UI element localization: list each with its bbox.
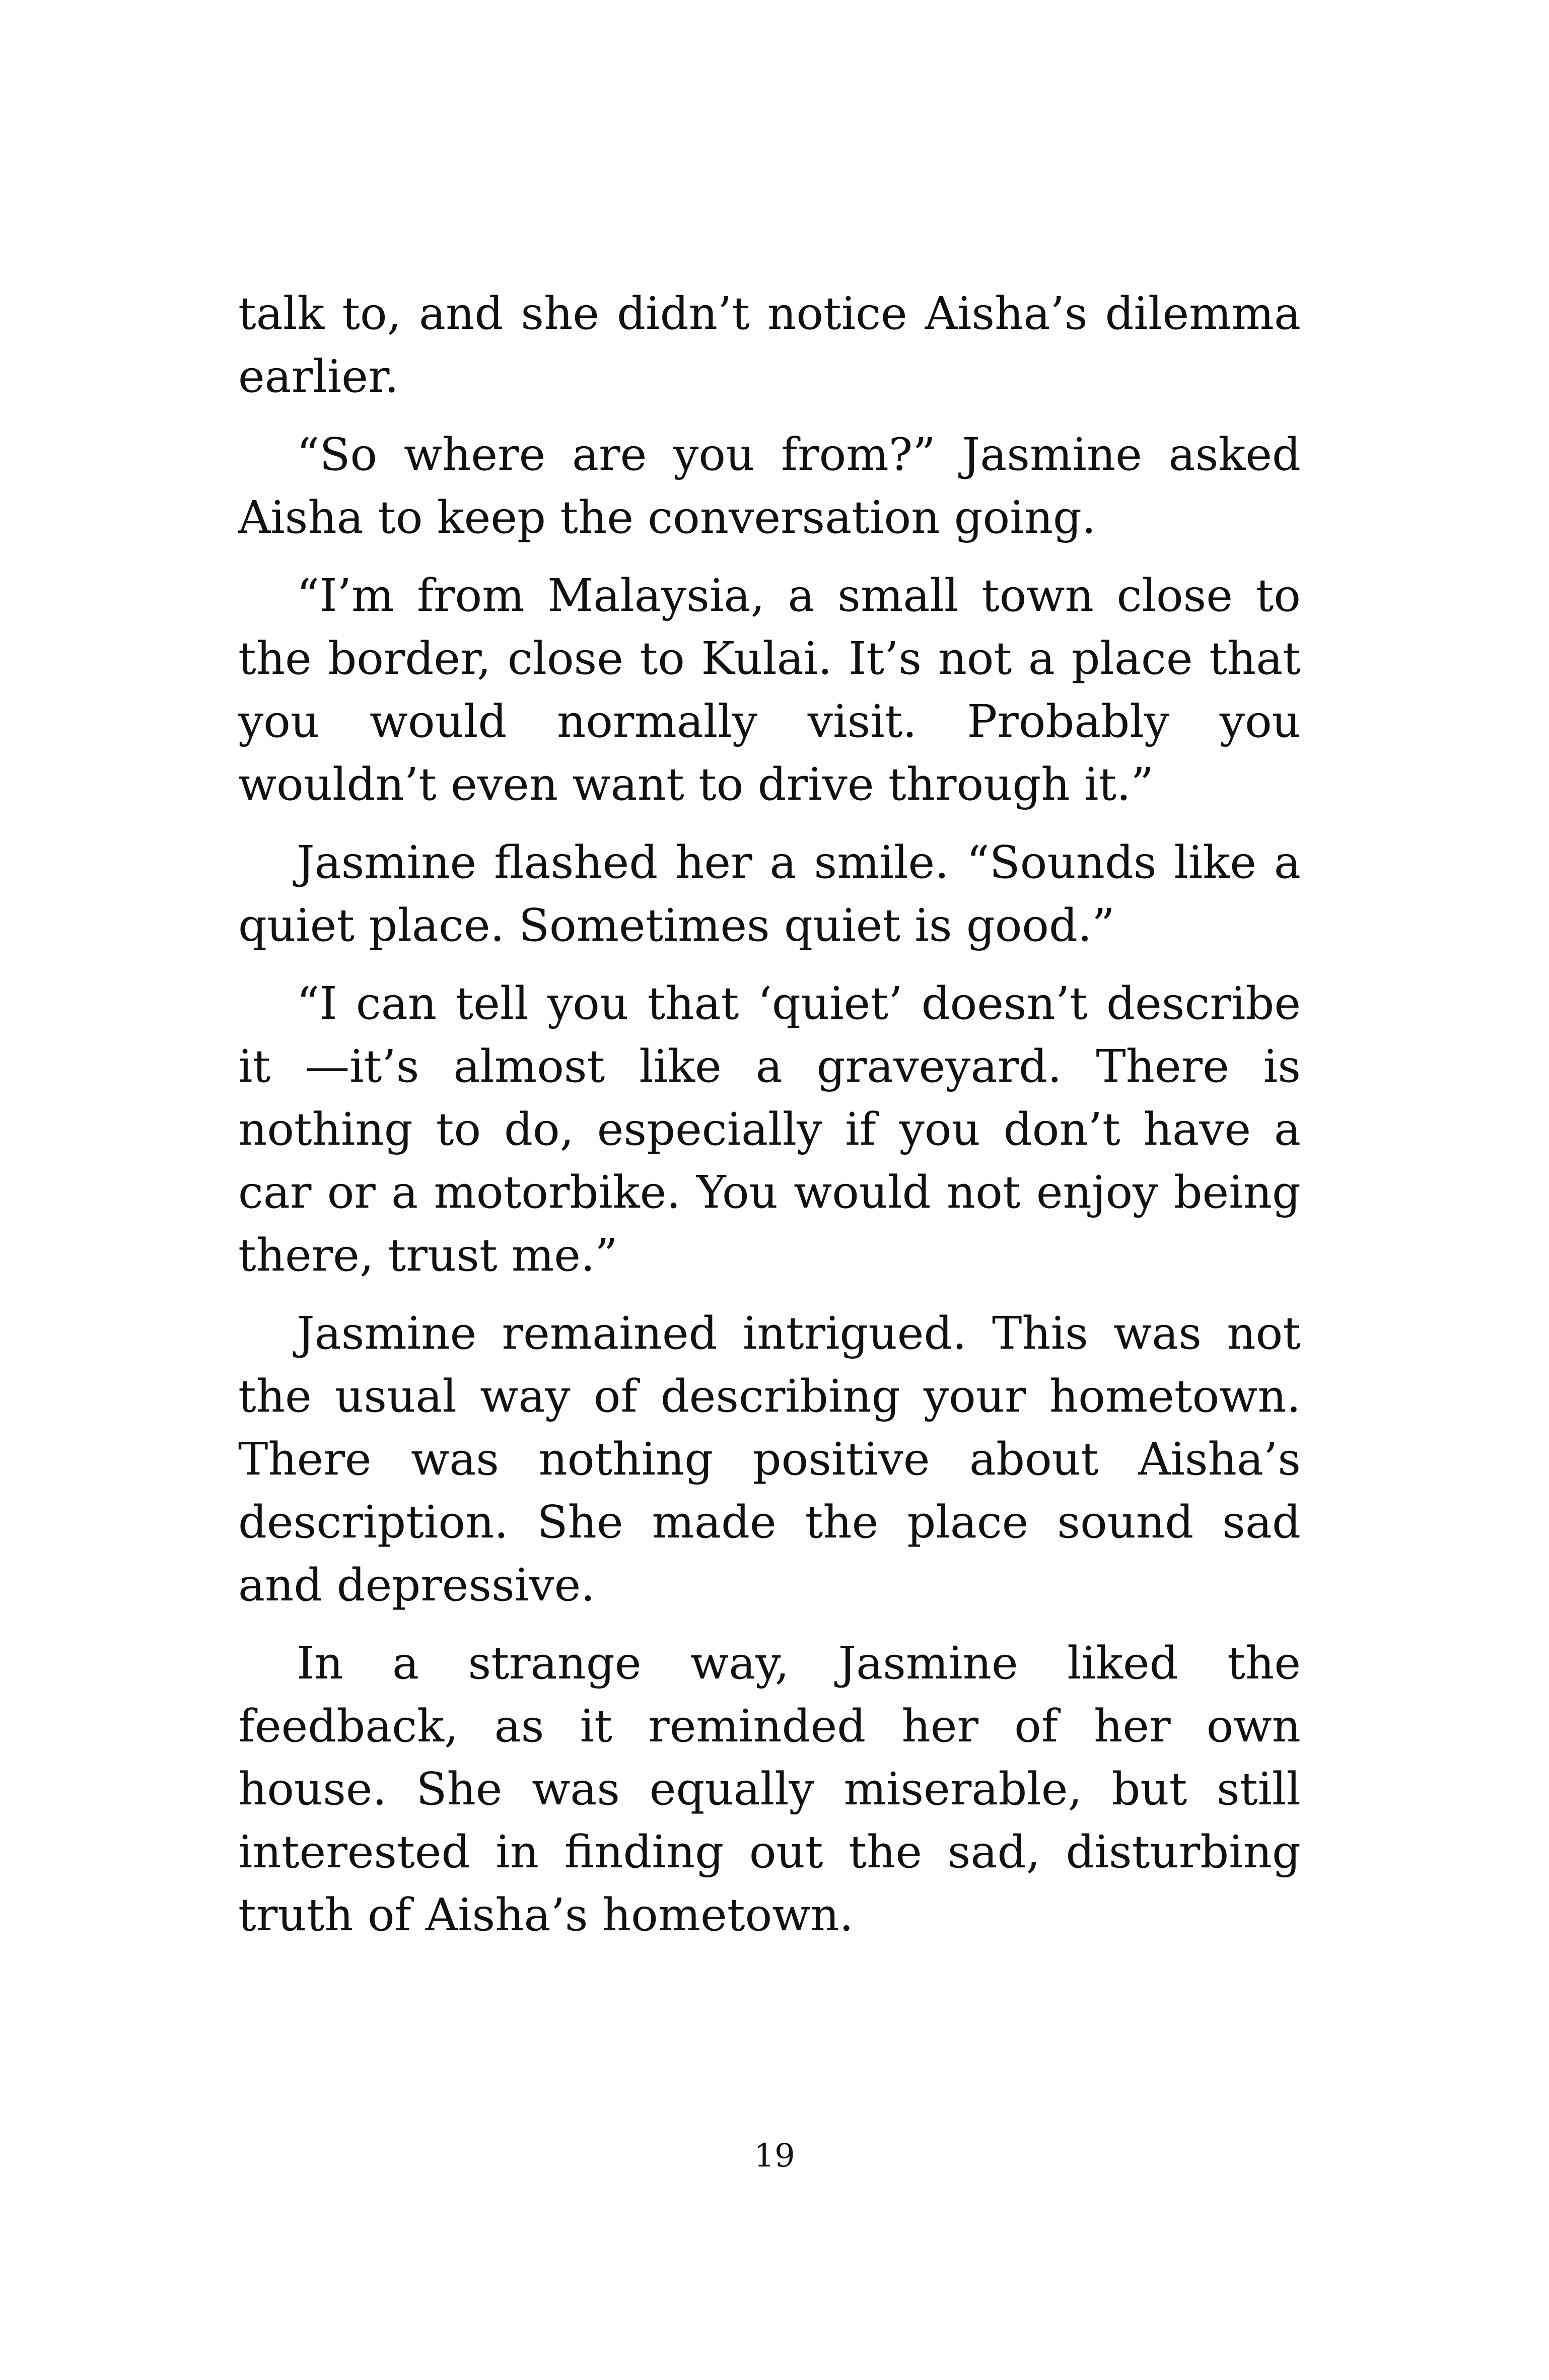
- paragraph-continued: talk to, and she didn’t notice Aisha’s dilemma earlier.: [238, 287, 1301, 402]
- body-text: [238, 282, 1301, 1962]
- paragraph: Jasmine flashed her a smile. “Sounds like a quiet place. Sometimes quiet is good.”: [238, 836, 1301, 951]
- paragraph: “I can tell you that ‘quiet’ doesn’t describe it —it’s almost like a graveyard. There is nothing to do, especially if you don’t have a car or a motorbike. You would not enjoy being there, trust me.”: [238, 977, 1301, 1281]
- paragraph: “I’m from Malaysia, a small town close to the border, close to Kulai. It’s not a place that you would normally visit. Probably you wouldn’t even want to drive through it.”: [238, 569, 1301, 810]
- paragraph: In a strange way, Jasmine liked the feedback, as it reminded her of her own house. She was equally miserable, but still interested in finding out the sad, disturbing truth of Aisha’s hometown.: [238, 1637, 1301, 1941]
- page-number: 19: [754, 2137, 795, 2175]
- paragraph: “So where are you from?” Jasmine asked Aisha to keep the conversation going.: [238, 428, 1301, 543]
- paragraph: Jasmine remained intrigued. This was not the usual way of describing your hometown. There was nothing positive about Aisha’s description. She made the place sound sad and depressive.: [238, 1307, 1301, 1611]
